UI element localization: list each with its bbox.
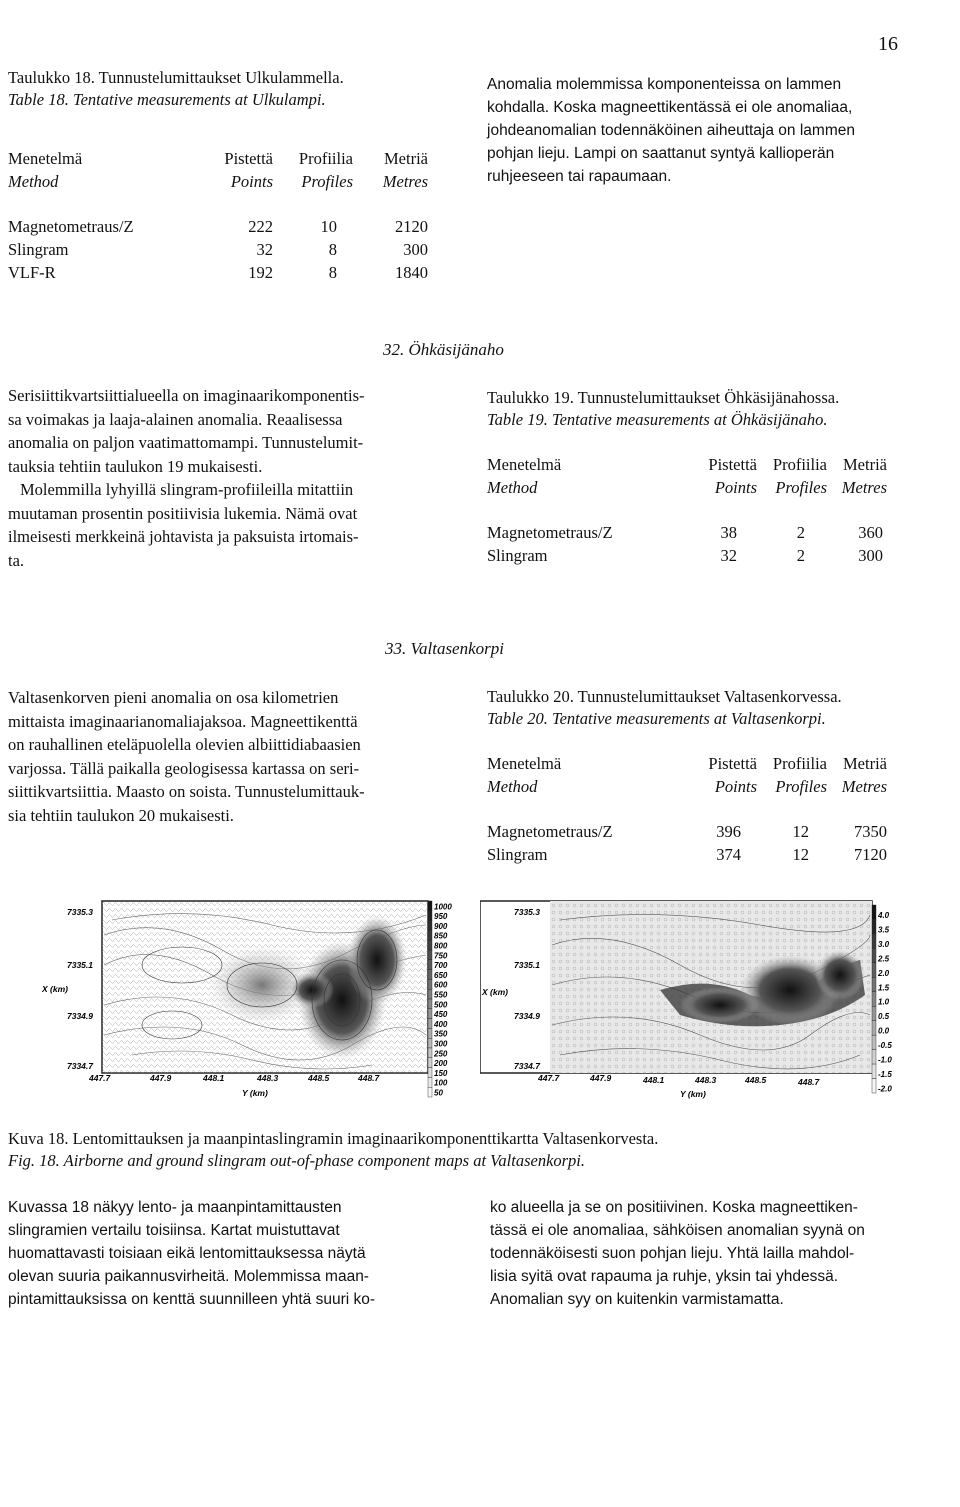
table18-title-fi: Taulukko 18. Tunnustelumittaukset Ulkulammella.: [8, 68, 344, 87]
x-tick-label: 7335.3: [67, 907, 93, 917]
bottom-text-right: ko alueella ja se on positiivinen. Koska magneettiken- tässä ei ole anomaliaa, sähköisen anomalian syynä on todennäköisesti suon pohjan lieju. Yhtä lailla mahdol- lisia syitä ovat rapauma ja ruhje, yksin tai yhdessä. Anomalian syy on kuitenkin varmistamatta.: [490, 1199, 865, 1308]
page-number: 16: [878, 33, 898, 55]
legend-label: 150: [434, 1068, 448, 1078]
x-tick-label: 7334.9: [514, 1011, 540, 1021]
y-axis-label: Y (km): [680, 1089, 706, 1099]
legend-label: 0.0: [878, 1026, 890, 1036]
legend-swatch: [872, 1064, 876, 1078]
legend-swatch: [428, 1028, 432, 1038]
legend-swatch: [428, 999, 432, 1009]
legend-swatch: [872, 963, 876, 977]
legend-swatch: [872, 1050, 876, 1064]
legend-label: 1000: [434, 902, 452, 912]
legend-swatch: [872, 919, 876, 933]
legend-swatch: [428, 930, 432, 940]
legend-label: 2.0: [878, 968, 890, 978]
x-tick-label: 7334.7: [67, 1061, 93, 1071]
airborne-map-figure: [42, 895, 454, 1107]
caption-fi: Kuva 18. Lentomittauksen ja maanpintaslingramin imaginaarikomponenttikartta Valtasenkorvesta.: [8, 1129, 659, 1148]
legend-label: 0.5: [878, 1012, 890, 1022]
legend-swatch: [428, 1019, 432, 1029]
figure18-caption: [8, 1128, 658, 1172]
legend-swatch: [428, 1009, 432, 1019]
section32-text: Serisiittikvartsiittialueella on imaginaarikomponentis- sa voimakas ja laaja-alainen anomalia. Reaalisessa anomalia on paljon vaatimattomampi. Tunnustelumit- tauksia tehtiin taulukon 19 mukaisesti. Molemmilla lyhyillä slingram-profiileilla mitattiin muutaman prosentin positiivisia lukemia. Nämä ovat ilmeisesti merkkeinä johtavista ja paksuista irtomais- ta.: [8, 386, 365, 570]
section33-heading: 33. Valtasenkorpi: [385, 639, 504, 658]
legend-swatch: [428, 911, 432, 921]
x-axis-label: X (km): [42, 984, 68, 994]
legend-label: -1.0: [878, 1055, 892, 1065]
table-row: Magnetometraus/Z 38 2 360: [487, 523, 883, 542]
legend-label: 2.5: [878, 954, 890, 964]
y-tick-label: 448.5: [308, 1073, 330, 1083]
legend-swatch: [872, 1035, 876, 1049]
table-row: VLF-R 192 8 1840: [8, 263, 428, 282]
legend-label: 200: [434, 1059, 448, 1069]
legend-swatch: [428, 921, 432, 931]
table20: Menetelmä Pistettä Profiilia Metriä Method Points Profiles Metres Magnetometraus/Z 396 12 7350 Slingram 374 12 7120: [487, 754, 887, 868]
table20-title: Taulukko 20. Tunnustelumittaukset Valtasenkorvessa. Table 20. Tentative measurements at Valtasenkorpi.: [487, 687, 842, 728]
ulkulampi-text: Anomalia molemmissa komponenteissa on lammen kohdalla. Koska magneettikentässä ei ole anomaliaa, johdeanomalian todennäköinen aiheuttaja on lammen pohjan lieju. Lampi on saattanut syntyä kallioperän ruhjeeseen tai rapaumaan.: [487, 76, 855, 185]
legend-label: 1.0: [878, 997, 890, 1007]
y-tick-label: 448.1: [203, 1073, 225, 1083]
legend-label: 100: [434, 1078, 448, 1088]
legend-label: 4.0: [878, 910, 890, 920]
legend-label: 750: [434, 951, 448, 961]
y-tick-label: 448.7: [798, 1077, 820, 1087]
x-tick-label: 7334.9: [67, 1011, 93, 1021]
legend-label: 400: [434, 1019, 448, 1029]
bottom-text-left: Kuvassa 18 näkyy lento- ja maanpintamittausten slingramien vertailu toisiinsa. Kartat muistuttavat huomattavasti toisiaan eikä lentomittauksessa näytä olevan suuria paikannusvirheitä. Molemmissa maan- pintamittauksissa on kenttä suunnilleen yhtä suuri ko-: [8, 1199, 376, 1308]
legend-label: 500: [434, 1000, 448, 1010]
legend-swatch: [428, 1077, 432, 1087]
ground-legend: [872, 905, 892, 1094]
y-tick-label: 448.1: [643, 1075, 665, 1085]
table-row: Slingram 374 12 7120: [487, 845, 887, 864]
y-tick-label: 448.5: [745, 1075, 767, 1085]
x-tick-label: 7335.1: [514, 960, 540, 970]
legend-label: 550: [434, 990, 448, 1000]
table-row: Slingram 32 8 300: [8, 240, 428, 259]
y-axis-label: Y (km): [242, 1088, 268, 1098]
section33-text: Valtasenkorven pieni anomalia on osa kilometrien mittaista imaginaarianomaliajaksoa. Magneettikenttä on rauhallinen eteläpuolella olevien albiittidiabaasien varjossa. Tällä paikalla geologisessa kartassa on seri- siittikvartsiittia. Maasto on soista. Tunnustelumittauk- sia tehtiin taulukon 20 mukaisesti.: [8, 688, 365, 825]
ground-map: [480, 895, 900, 1107]
legend-swatch: [428, 970, 432, 980]
legend-label: 950: [434, 912, 448, 922]
table19: Menetelmä Pistettä Profiilia Metriä Method Points Profiles Metres Magnetometraus/Z 38 2 360 Slingram 32 2 300: [487, 455, 887, 569]
legend-swatch: [428, 940, 432, 950]
legend-label: 300: [434, 1039, 448, 1049]
table-row: Slingram 32 2 300: [487, 546, 883, 565]
legend-label: 3.5: [878, 925, 890, 935]
legend-label: 3.0: [878, 939, 890, 949]
table18: [8, 149, 428, 286]
legend-label: 800: [434, 941, 448, 951]
legend-label: 450: [434, 1010, 448, 1020]
table18-title-en: Table 18. Tentative measurements at Ulkulampi.: [8, 90, 326, 109]
y-tick-label: 447.7: [89, 1073, 111, 1083]
legend-swatch: [428, 1087, 432, 1097]
legend-label: 650: [434, 970, 448, 980]
table19-title: Taulukko 19. Tunnustelumittaukset Öhkäsijänahossa. Table 19. Tentative measurements at Öhkäsijänaho.: [487, 388, 840, 429]
legend-label: -2.0: [878, 1084, 892, 1094]
legend-swatch: [428, 950, 432, 960]
legend-swatch: [428, 1068, 432, 1078]
y-tick-label: 447.9: [590, 1073, 612, 1083]
legend-swatch: [872, 992, 876, 1006]
x-tick-label: 7334.7: [514, 1061, 540, 1071]
legend-swatch: [872, 1021, 876, 1035]
table-row: Magnetometraus/Z 222 10 2120: [8, 217, 428, 236]
legend-label: 250: [434, 1049, 448, 1059]
legend-label: 700: [434, 961, 448, 971]
legend-swatch: [872, 934, 876, 948]
legend-label: 600: [434, 980, 448, 990]
ground-map-figure: [480, 895, 900, 1107]
legend-swatch: [428, 1048, 432, 1058]
y-tick-label: 447.9: [150, 1073, 172, 1083]
legend-swatch: [872, 905, 876, 919]
legend-label: -1.5: [878, 1070, 892, 1080]
legend-swatch: [872, 1006, 876, 1020]
legend-label: 850: [434, 931, 448, 941]
y-tick-label: 447.7: [538, 1073, 560, 1083]
legend-label: -0.5: [878, 1041, 892, 1051]
table18-header-en: Method Points Profiles Metres: [8, 172, 428, 191]
legend-swatch: [872, 1079, 876, 1093]
y-tick-label: 448.3: [257, 1073, 279, 1083]
legend-label: 900: [434, 921, 448, 931]
x-axis-label: X (km): [482, 987, 508, 997]
legend-swatch: [428, 989, 432, 999]
y-tick-label: 448.3: [695, 1075, 717, 1085]
table-row: Magnetometraus/Z 396 12 7350: [487, 822, 887, 841]
legend-swatch: [428, 1058, 432, 1068]
airborne-map: [42, 895, 454, 1107]
airborne-legend: [428, 901, 452, 1098]
legend-swatch: [428, 1038, 432, 1048]
x-tick-label: 7335.3: [514, 907, 540, 917]
legend-label: 50: [434, 1088, 443, 1098]
table18-title: [8, 67, 344, 111]
legend-label: 1.5: [878, 983, 890, 993]
legend-swatch: [872, 948, 876, 962]
legend-swatch: [428, 979, 432, 989]
legend-label: 350: [434, 1029, 448, 1039]
legend-swatch: [428, 901, 432, 911]
x-tick-label: 7335.1: [67, 960, 93, 970]
table18-header-fi: Menetelmä Pistettä Profiilia Metriä: [8, 149, 428, 168]
y-tick-label: 448.7: [358, 1073, 380, 1083]
legend-swatch: [872, 977, 876, 991]
section32-heading: 32. Öhkäsijänaho: [383, 340, 504, 359]
caption-en: Fig. 18. Airborne and ground slingram out-of-phase component maps at Valtasenkorpi.: [8, 1151, 586, 1170]
legend-swatch: [428, 960, 432, 970]
